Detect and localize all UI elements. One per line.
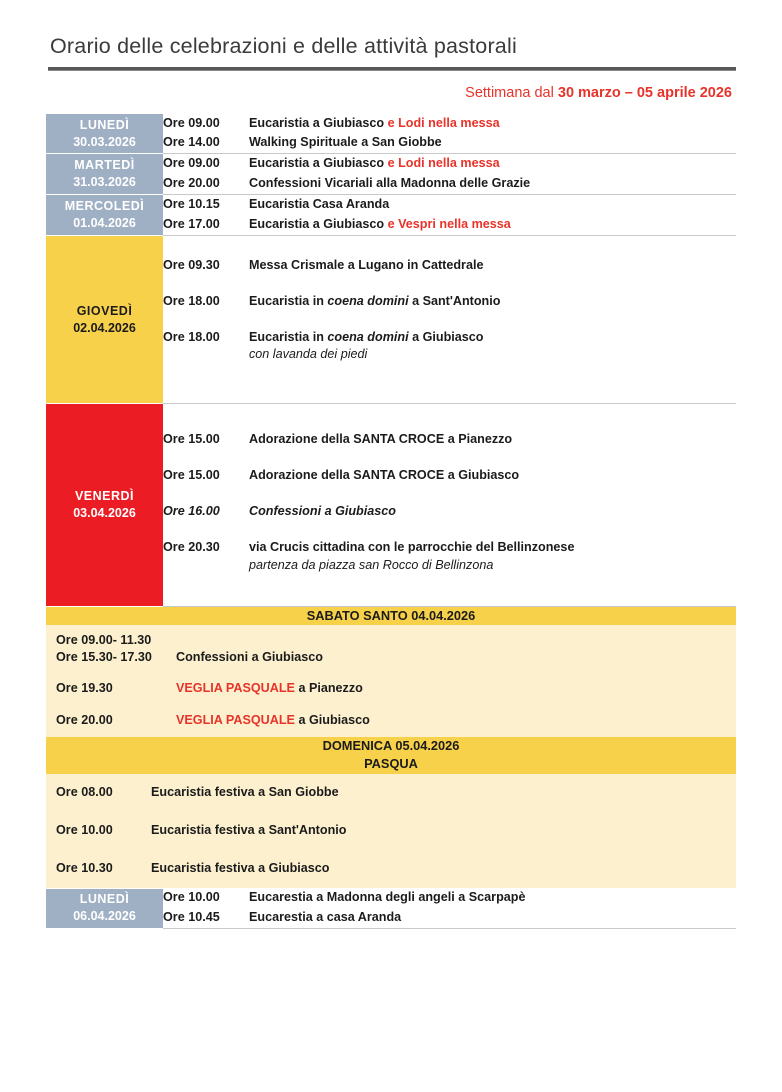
event-time: Ore 20.00 <box>163 176 220 191</box>
week-prefix-label: Settimana dal <box>465 85 558 101</box>
event-item <box>163 195 736 215</box>
event-time: Ore 18.00 <box>163 329 220 344</box>
event-desc: Eucarestia a casa Aranda <box>249 910 402 925</box>
event-time: Ore 17.00 <box>163 216 220 231</box>
day-label-friday <box>46 404 163 606</box>
event-desc <box>249 155 736 173</box>
day-name: VENERDÌ <box>74 489 135 504</box>
table-row <box>46 774 736 888</box>
day-name: LUNEDÌ <box>79 892 130 907</box>
event-time: Ore 10.30 <box>56 860 113 875</box>
event-time: Ore 10.45 <box>163 910 220 925</box>
table-row <box>46 737 736 774</box>
event-item <box>46 673 736 705</box>
event-item <box>163 248 736 284</box>
week-range-line <box>46 85 736 101</box>
event-desc-text: Eucaristia in <box>249 293 328 308</box>
event-time: Ore 09.00 <box>163 156 220 171</box>
event-item <box>163 215 736 235</box>
event-desc-highlight: VEGLIA PASQUALE <box>176 713 295 728</box>
day-label-next-monday <box>46 888 163 928</box>
table-row <box>46 235 736 404</box>
day-name: MARTEDÌ <box>74 158 135 173</box>
event-item <box>163 133 736 153</box>
day-label-monday <box>46 114 163 154</box>
event-desc <box>176 680 736 698</box>
day-name: LUNEDÌ <box>79 117 130 132</box>
event-desc <box>249 293 736 311</box>
event-desc: Confessioni a Giubiasco <box>176 650 323 665</box>
event-desc-text-tail: a Giubiasco <box>408 329 484 344</box>
event-item <box>163 908 736 928</box>
event-desc-text: a Giubiasco <box>294 713 370 728</box>
event-desc: Walking Spirituale a San Giobbe <box>249 135 442 150</box>
day-events-tuesday <box>163 154 736 195</box>
title-divider <box>48 67 736 71</box>
event-desc: Adorazione della SANTA CROCE a Pianezzo <box>249 432 513 447</box>
event-time: Ore 08.00 <box>56 785 113 800</box>
table-row <box>46 606 736 625</box>
sunday-events <box>46 774 736 888</box>
event-time: Ore 10.00 <box>56 822 113 837</box>
event-desc: Confessioni Vicariali alla Madonna delle Grazie <box>249 176 531 191</box>
page-title: Orario delle celebrazioni e delle attività pastorali <box>50 34 517 58</box>
event-item <box>163 284 736 320</box>
event-time: Ore 16.00 <box>163 504 220 518</box>
day-events-thursday <box>163 235 736 404</box>
saturday-events <box>46 625 736 737</box>
table-row <box>46 404 736 606</box>
table-row <box>46 114 736 154</box>
event-desc-highlight: e Vespri nella messa <box>387 216 511 231</box>
day-events-next-monday <box>163 888 736 928</box>
schedule-table <box>46 113 736 929</box>
event-time: Ore 10.00 <box>163 890 220 905</box>
event-item <box>163 320 736 374</box>
day-date: 06.04.2026 <box>73 909 136 924</box>
event-time: Ore 19.30 <box>56 681 113 696</box>
event-time: Ore 09.00 <box>163 115 220 130</box>
event-desc-text: via Crucis cittadina con le parrocchie del Bellinzonese <box>249 539 575 554</box>
event-time-range <box>56 632 176 666</box>
event-time: Ore 14.00 <box>163 135 220 150</box>
event-desc-text: Eucaristia a Giubiasco <box>249 156 388 171</box>
event-subnote: con lavanda dei piedi <box>249 347 368 362</box>
event-item <box>46 850 736 888</box>
event-time: Ore 20.00 <box>56 713 113 728</box>
event-item <box>163 530 736 584</box>
week-range-value: 30 marzo – 05 aprile 2026 <box>557 85 732 101</box>
event-desc-text: Eucaristia in <box>249 329 328 344</box>
event-item <box>163 888 736 908</box>
sunday-band <box>46 737 736 774</box>
day-date: 01.04.2026 <box>73 215 136 230</box>
event-item <box>46 812 736 850</box>
day-events-friday <box>163 404 736 606</box>
event-time: Ore 09.30 <box>163 257 220 272</box>
event-item <box>46 705 736 737</box>
event-desc <box>249 539 736 575</box>
event-time: Ore 18.00 <box>163 293 220 308</box>
event-desc: Adorazione della SANTA CROCE a Giubiasco <box>249 468 520 483</box>
table-row <box>46 195 736 236</box>
event-item <box>163 114 736 134</box>
day-name: GIOVEDÌ <box>76 303 133 318</box>
event-item <box>46 625 736 673</box>
day-name: MERCOLEDÌ <box>64 199 145 213</box>
sunday-band-line2: PASQUA <box>364 756 418 772</box>
event-desc-text-tail: a Sant'Antonio <box>408 293 501 308</box>
event-time: Ore 15.00 <box>163 432 220 447</box>
event-time-line1: Ore 09.00- 11.30 <box>56 633 152 648</box>
day-date: 31.03.2026 <box>73 175 136 190</box>
event-time: Ore 10.15 <box>163 197 220 211</box>
event-desc: Eucaristia festiva a San Giobbe <box>151 785 339 800</box>
day-label-tuesday <box>46 154 163 195</box>
event-desc <box>249 329 736 365</box>
event-item <box>46 774 736 812</box>
day-date: 30.03.2026 <box>73 134 136 149</box>
event-desc-text: a Pianezzo <box>294 681 363 696</box>
day-events-wednesday <box>163 195 736 236</box>
saturday-band: SABATO SANTO 04.04.2026 <box>46 606 736 625</box>
table-row <box>46 154 736 195</box>
sunday-band-line1: DOMENICA 05.04.2026 <box>322 737 460 753</box>
event-time-line2: Ore 15.30- 17.30 <box>56 650 152 665</box>
event-desc: Eucarestia a Madonna degli angeli a Scarpapè <box>249 890 526 905</box>
event-item <box>163 422 736 458</box>
event-desc: Eucaristia festiva a Giubiasco <box>151 860 330 875</box>
event-desc: Messa Crismale a Lugano in Cattedrale <box>249 257 484 272</box>
event-desc-highlight: e Lodi nella messa <box>387 156 500 171</box>
event-time: Ore 20.30 <box>163 539 220 554</box>
event-desc <box>249 216 736 234</box>
event-desc-highlight: VEGLIA PASQUALE <box>176 681 295 696</box>
event-desc-italic: coena domini <box>327 329 409 344</box>
day-label-wednesday <box>46 195 163 236</box>
event-item <box>163 494 736 530</box>
event-subnote: partenza da piazza san Rocco di Bellinzona <box>249 557 494 572</box>
event-item <box>163 458 736 494</box>
event-desc-text: Eucaristia a Giubiasco <box>249 216 388 231</box>
table-row <box>46 888 736 928</box>
event-desc-highlight: e Lodi nella messa <box>387 115 500 130</box>
day-date: 03.04.2026 <box>73 505 136 520</box>
event-item <box>163 174 736 194</box>
day-label-thursday <box>46 235 163 404</box>
event-desc-text: Eucaristia a Giubiasco <box>249 115 388 130</box>
event-item <box>163 154 736 174</box>
event-desc: Confessioni a Giubiasco <box>249 504 396 518</box>
table-row <box>46 625 736 737</box>
event-time: Ore 15.00 <box>163 468 220 483</box>
day-events-monday <box>163 114 736 154</box>
day-date: 02.04.2026 <box>73 320 136 335</box>
event-desc: Eucaristia Casa Aranda <box>249 197 390 211</box>
event-desc-italic: coena domini <box>327 293 409 308</box>
event-desc <box>176 712 736 730</box>
event-desc <box>249 115 736 133</box>
event-desc: Eucaristia festiva a Sant'Antonio <box>151 822 347 837</box>
